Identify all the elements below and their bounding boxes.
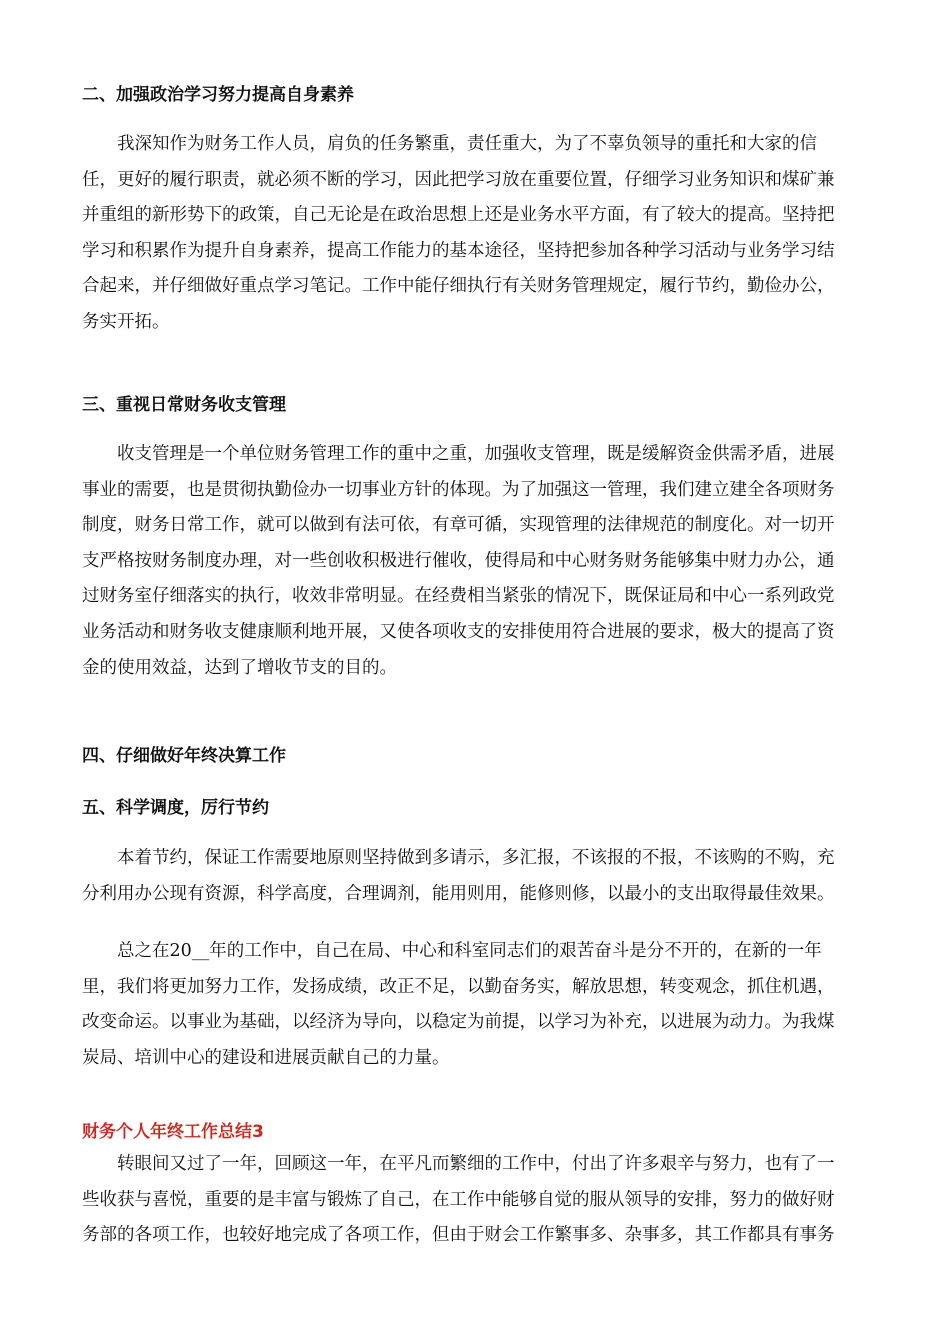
paragraph-line: 收支管理是一个单位财务管理工作的重中之重，加强收支管理，既是缓解资金供需矛盾，进展 xyxy=(117,444,835,464)
paragraph-line: 炭局、培训中心的建设和进展贡献自己的力量。 xyxy=(82,1047,450,1068)
article-3-paragraph xyxy=(82,1147,862,1254)
paragraph-line: 业务活动和财务收支健康顺利地开展，又使各项收支的安排使用符合进展的要求，极大的提高了资 xyxy=(82,621,835,642)
section-2-paragraph xyxy=(82,127,862,341)
section-3-paragraph xyxy=(82,437,862,686)
paragraph-line: 任，更好的履行职责，就必须不断的学习，因此把学习放在重要位置，仔细学习业务知识和煤矿兼 xyxy=(82,169,835,190)
section-heading-2: 二、加强政治学习努力提高自身素养 xyxy=(82,85,354,105)
paragraph-line: 我深知作为财务工作人员，肩负的任务繁重，责任重大，为了不辜负领导的重托和大家的信 xyxy=(117,134,817,154)
paragraph-line: 本着节约，保证工作需要地原则坚持做到多请示，多汇报，不该报的不报，不该购的不购，充 xyxy=(117,848,835,868)
paragraph-line: 合起来，并仔细做好重点学习笔记。工作中能仔细执行有关财务管理规定，履行节约，勤俭办公， xyxy=(82,276,835,297)
paragraph-line: 分利用办公现有资源，科学高度，合理调剂，能用则用，能修则修，以最小的支出取得最佳效果。 xyxy=(82,883,835,904)
paragraph-line: 务实开拓。 xyxy=(82,311,170,332)
article-title: 财务个人年终工作总结3 xyxy=(82,1122,264,1142)
paragraph-line: 务部的各项工作，也较好地完成了各项工作，但由于财会工作繁事多、杂事多，其工作都具有事务 xyxy=(82,1225,835,1246)
paragraph-line: 支严格按财务制度办理，对一些创收积极进行催收，使得局和中心财务财务能够集中财力办公，通 xyxy=(82,550,835,571)
paragraph-line: 制度，财务日常工作，就可以做到有法可依，有章可循，实现管理的法律规范的制度化。对一切开 xyxy=(82,515,835,536)
section-heading-4: 四、仔细做好年终决算工作 xyxy=(82,746,286,766)
paragraph-line: 学习和积累作为提升自身素养，提高工作能力的基本途径，坚持把参加各种学习活动与业务学习结 xyxy=(82,240,835,261)
section-heading-5: 五、科学调度，厉行节约 xyxy=(82,798,269,818)
section-5-paragraph xyxy=(82,841,862,912)
paragraph-line: 过财务室仔细落实的执行，收效非常明显。在经费相当紧张的情况下，既保证局和中心一系列政党 xyxy=(82,586,835,607)
paragraph-line: 改变命运。以事业为基础，以经济为导向，以稳定为前提，以学习为补充，以进展为动力。为我煤 xyxy=(82,1012,835,1033)
section-heading-3: 三、重视日常财务收支管理 xyxy=(82,395,286,415)
paragraph-line: 并重组的新形势下的政策，自己无论是在政治思想上还是业务水平方面，有了较大的提高。坚持把 xyxy=(82,205,835,226)
paragraph-line: 里，我们将更加努力工作，发扬成绩，改正不足，以勤奋务实，解放思想，转变观念，抓住机遇， xyxy=(82,976,835,997)
paragraph-line: 金的使用效益，达到了增收节支的目的。 xyxy=(82,657,397,678)
paragraph-line: 些收获与喜悦，重要的是丰富与锻炼了自己，在工作中能够自觉的服从领导的安排，努力的做好财 xyxy=(82,1189,835,1210)
summary-paragraph xyxy=(82,934,862,1076)
paragraph-line: 总之在20__年的工作中，自己在局、中心和科室同志们的艰苦奋斗是分不开的，在新的一年 xyxy=(117,941,822,961)
paragraph-line: 转眼间又过了一年，回顾这一年，在平凡而繁细的工作中，付出了许多艰辛与努力，也有了一 xyxy=(117,1154,835,1174)
paragraph-line: 事业的需要，也是贯彻执勤俭办一切事业方针的体现。为了加强这一管理，我们建立建全各项财务 xyxy=(82,479,835,500)
